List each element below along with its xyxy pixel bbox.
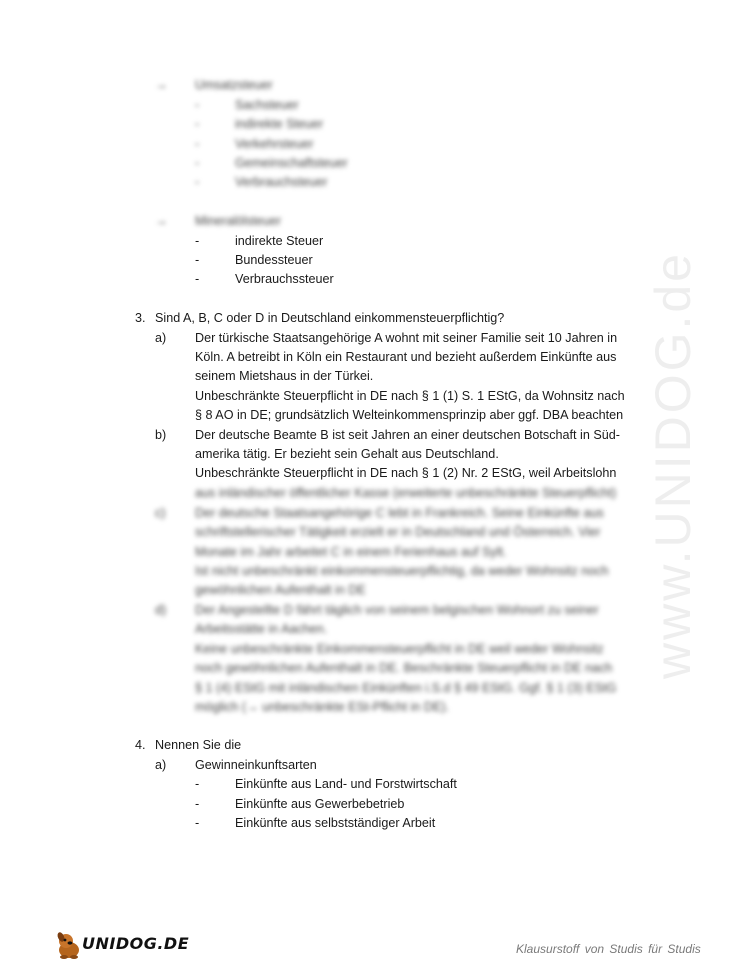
- text-line-u2: Umsatzsteuer: [195, 78, 273, 92]
- watermark: [618, 250, 728, 680]
- text-line-u5: -: [195, 117, 200, 131]
- text-line-c2: schriftstellerischer Tätigkeit erzielt er in Deutschland und Österreich. Vier: [195, 525, 601, 539]
- text-line-q4t: Nennen Sie die: [155, 738, 242, 752]
- text-line-u1: →: [155, 78, 168, 92]
- text-line-e5: Einkünfte aus Gewerbebetrieb: [235, 797, 405, 811]
- text-line-u7: -: [195, 137, 200, 151]
- text-line-d2: Arbeitsstätte in Aachen.: [195, 622, 328, 636]
- text-line-q4n: 4.: [135, 738, 146, 752]
- text-line-u12: Verbrauchsteuer: [235, 175, 328, 189]
- text-line-d3: Keine unbeschränkte Einkommensteuerpflicht in DE weil weder Wohnsitz: [195, 642, 604, 656]
- text-line-d4: noch gewöhnlichen Aufenthalt in DE. Beschränkte Steuerpflicht in DE nach: [195, 661, 613, 675]
- text-line-m2: Mineralölsteuer: [195, 214, 282, 228]
- text-line-b3: Unbeschränkte Steuerpflicht in DE nach § 1 (2) Nr. 2 EStG, weil Arbeitslohn: [195, 466, 617, 480]
- watermark-text: www.UNIDOG.de: [645, 251, 701, 679]
- text-line-u11: -: [195, 175, 200, 189]
- text-line-e2: -: [195, 777, 200, 791]
- text-line-d6: möglich (→ unbeschränkte ESt-Pflicht in DE).: [195, 700, 450, 714]
- text-line-e7: Einkünfte aus selbstständiger Arbeit: [235, 816, 436, 830]
- text-line-a_l: a): [155, 331, 167, 345]
- text-line-m4: indirekte Steuer: [235, 234, 324, 248]
- text-line-u10: Gemeinschaftsteuer: [235, 156, 348, 170]
- footer-tagline: Klausurstoff von Studis für Studis: [516, 942, 701, 956]
- text-line-u4: Sachsteuer: [235, 98, 299, 112]
- text-line-e_l: a): [155, 758, 167, 772]
- text-line-b4: aus inländischer öffentlicher Kasse (erweiterte unbeschränkte Steuerpflicht): [195, 486, 617, 500]
- text-line-e3: Einkünfte aus Land- und Forstwirtschaft: [235, 777, 457, 791]
- text-line-a3: seinem Mietshaus in der Türkei.: [195, 369, 374, 383]
- text-line-m3: -: [195, 234, 200, 248]
- text-line-u3: -: [195, 98, 200, 112]
- text-line-b_l: b): [155, 428, 167, 442]
- text-line-e1: Gewinneinkunftsarten: [195, 758, 317, 772]
- text-line-q3n: 3.: [135, 311, 146, 325]
- text-line-c5: gewöhnlichen Aufenthalt in DE: [195, 583, 366, 597]
- text-line-e4: -: [195, 797, 200, 811]
- logo-text: UNIDOG.DE: [82, 934, 190, 953]
- text-line-u9: -: [195, 156, 200, 170]
- text-line-u6: indirekte Steuer: [235, 117, 324, 131]
- text-line-b2: amerika tätig. Er bezieht sein Gehalt aus Deutschland.: [195, 447, 499, 461]
- text-line-a1: Der türkische Staatsangehörige A wohnt mit seiner Familie seit 10 Jahren in: [195, 331, 618, 345]
- text-line-a4: Unbeschränkte Steuerpflicht in DE nach § 1 (1) S. 1 EStG, da Wohnsitz nach: [195, 389, 625, 403]
- text-line-c4: Ist nicht unbeschränkt einkommensteuerpflichtig, da weder Wohnsitz noch: [195, 564, 609, 578]
- text-line-d1: Der Angestellte D fährt täglich von seinem belgischen Wohnort zu seiner: [195, 603, 599, 617]
- text-line-m1: →: [155, 214, 168, 228]
- text-line-e6: -: [195, 816, 200, 830]
- text-line-c_l: c): [155, 506, 166, 520]
- text-line-m8: Verbrauchssteuer: [235, 272, 334, 286]
- text-line-a5: § 8 AO in DE; grundsätzlich Welteinkommensprinzip aber ggf. DBA beachten: [195, 408, 624, 422]
- unidog-logo: [52, 928, 190, 962]
- text-line-u8: Verkehrsteuer: [235, 137, 314, 151]
- text-line-m6: Bundessteuer: [235, 253, 313, 267]
- text-line-d_l: d): [155, 603, 167, 617]
- text-line-m5: -: [195, 253, 200, 267]
- text-line-c3: Monate im Jahr arbeitet C in einem Ferienhaus auf Sylt.: [195, 545, 507, 559]
- dog-mascot-icon: [52, 928, 86, 962]
- text-line-d5: § 1 (4) EStG mit inländischen Einkünften i.S.d § 49 EStG. Ggf. § 1 (3) EStG: [195, 681, 617, 695]
- text-line-c1: Der deutsche Staatsangehörige C lebt in Frankreich. Seine Einkünfte aus: [195, 506, 604, 520]
- text-line-q3t: Sind A, B, C oder D in Deutschland einkommensteuerpflichtig?: [155, 311, 505, 325]
- text-line-m7: -: [195, 272, 200, 286]
- text-line-a2: Köln. A betreibt in Köln ein Restaurant und bezieht außerdem Einkünfte aus: [195, 350, 617, 364]
- text-line-b1: Der deutsche Beamte B ist seit Jahren an einer deutschen Botschaft in Süd-: [195, 428, 620, 442]
